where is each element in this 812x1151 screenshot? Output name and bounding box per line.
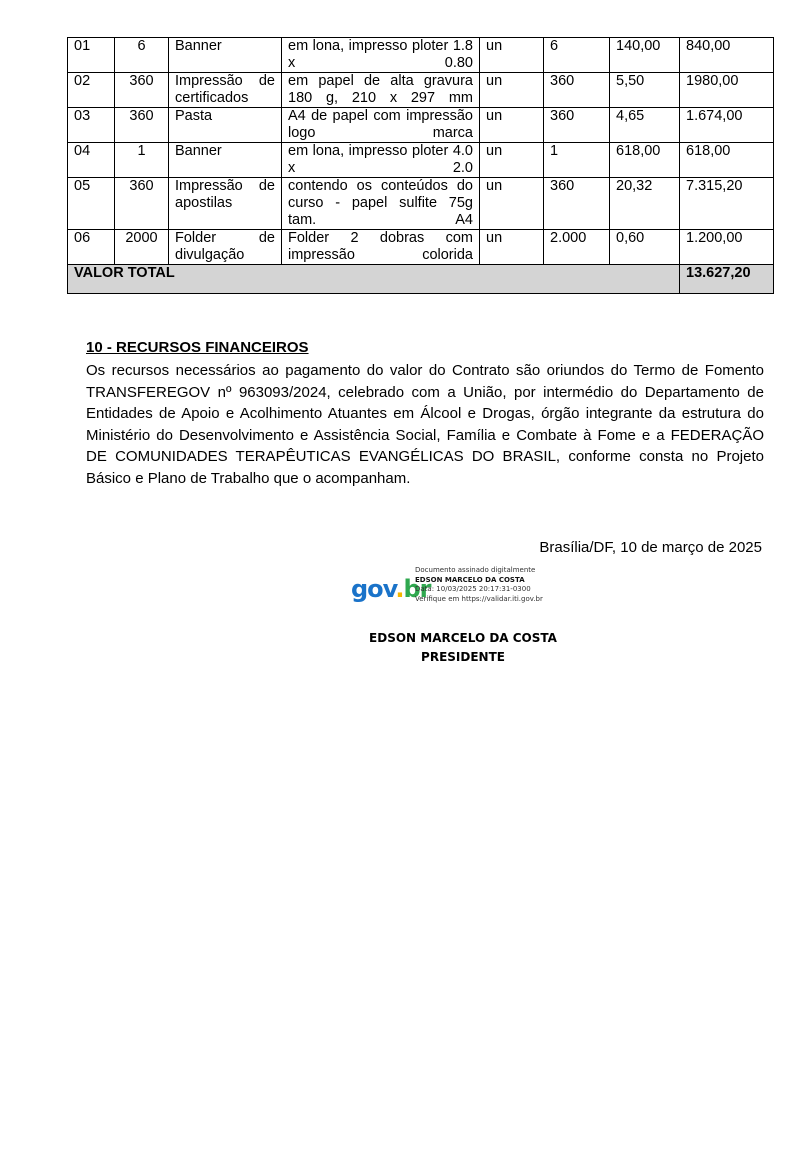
cell-qty: 360	[115, 108, 169, 143]
table-row	[68, 73, 774, 108]
cell-unit-price: 140,00	[610, 38, 680, 73]
table-row	[68, 230, 774, 265]
cell-product: Pasta	[169, 108, 282, 143]
cell-qty: 2000	[115, 230, 169, 265]
cell-item: 05	[68, 178, 115, 230]
cell-unit-price: 618,00	[610, 143, 680, 178]
total-value: 13.627,20	[680, 265, 774, 294]
cell-total: 7.315,20	[680, 178, 774, 230]
signer-role: PRESIDENTE	[421, 650, 505, 664]
cell-item: 02	[68, 73, 115, 108]
cell-product: Folder de divulgação	[169, 230, 282, 265]
cell-item: 04	[68, 143, 115, 178]
table-row	[68, 178, 774, 230]
cell-unit-price: 20,32	[610, 178, 680, 230]
cell-total: 1.674,00	[680, 108, 774, 143]
total-row	[68, 265, 774, 294]
cell-unit-price: 5,50	[610, 73, 680, 108]
cell-item: 03	[68, 108, 115, 143]
cell-unit: un	[480, 38, 544, 73]
cell-spec: em lona, impresso ploter 1.8 x 0.80	[282, 38, 480, 73]
cell-unit: un	[480, 143, 544, 178]
table-row	[68, 38, 774, 73]
cell-amount: 2.000	[544, 230, 610, 265]
cell-spec: Folder 2 dobras com impressão colorida	[282, 230, 480, 265]
cell-spec: contendo os conteúdos do curso - papel sulfite 75g tam. A4	[282, 178, 480, 230]
date-line: Brasília/DF, 10 de março de 2025	[539, 539, 762, 556]
cell-unit: un	[480, 73, 544, 108]
cell-total: 1.200,00	[680, 230, 774, 265]
stamp-date: Data: 10/03/2025 20:17:31-0300	[415, 585, 531, 593]
cell-spec: A4 de papel com impressão logo marca	[282, 108, 480, 143]
cell-total: 618,00	[680, 143, 774, 178]
cell-product: Banner	[169, 38, 282, 73]
table-row	[68, 108, 774, 143]
cell-product: Banner	[169, 143, 282, 178]
cell-spec: em papel de alta gravura 180 g, 210 x 297 mm	[282, 73, 480, 108]
cell-item: 01	[68, 38, 115, 73]
cell-unit-price: 4,65	[610, 108, 680, 143]
section-title: 10 - RECURSOS FINANCEIROS	[86, 339, 309, 356]
cell-qty: 1	[115, 143, 169, 178]
cell-total: 840,00	[680, 38, 774, 73]
gov-br-logo: gov.br	[351, 575, 431, 603]
cell-unit: un	[480, 230, 544, 265]
cell-total: 1980,00	[680, 73, 774, 108]
total-label: VALOR TOTAL	[68, 265, 680, 294]
stamp-signer-name: EDSON MARCELO DA COSTA	[415, 575, 525, 584]
cell-unit-price: 0,60	[610, 230, 680, 265]
cell-product: Impressão de apostilas	[169, 178, 282, 230]
cell-spec: em lona, impresso ploter 4.0 x 2.0	[282, 143, 480, 178]
cell-amount: 360	[544, 73, 610, 108]
cell-amount: 1	[544, 143, 610, 178]
stamp-verify-link: Verifique em https://validar.iti.gov.br	[415, 594, 543, 603]
cell-amount: 360	[544, 178, 610, 230]
cell-qty: 360	[115, 73, 169, 108]
section-body: Os recursos necessários ao pagamento do valor do Contrato são oriundos do Termo de Fomento TRANSFEREGOV nº 963093/2024, celebrado com a União, por intermédio do Departamento de Entidades de Apoio e Acolhimento Atuantes em Álcool e Drogas, órgão integrante da estrutura do Ministério do Desenvolvimento e Assistência Social, Família e Combate à Fome e a FEDERAÇÃO DE COMUNIDADES TERAPÊUTICAS EVANGÉLICAS DO BRASIL, conforme consta no Projeto Básico e Plano de Trabalho que o acompanham.	[86, 362, 764, 487]
cell-unit: un	[480, 108, 544, 143]
stamp-line-1: Documento assinado digitalmente	[415, 566, 536, 574]
cell-amount: 360	[544, 108, 610, 143]
cell-item: 06	[68, 230, 115, 265]
stamp-text	[415, 566, 543, 604]
cell-amount: 6	[544, 38, 610, 73]
table-row	[68, 143, 774, 178]
cell-qty: 360	[115, 178, 169, 230]
signer-name: EDSON MARCELO DA COSTA	[369, 631, 557, 645]
cell-unit: un	[480, 178, 544, 230]
items-table-body	[68, 38, 774, 265]
cell-product: Impressão de certificados	[169, 73, 282, 108]
items-table	[67, 37, 774, 294]
digital-signature-stamp	[351, 564, 571, 608]
cell-qty: 6	[115, 38, 169, 73]
